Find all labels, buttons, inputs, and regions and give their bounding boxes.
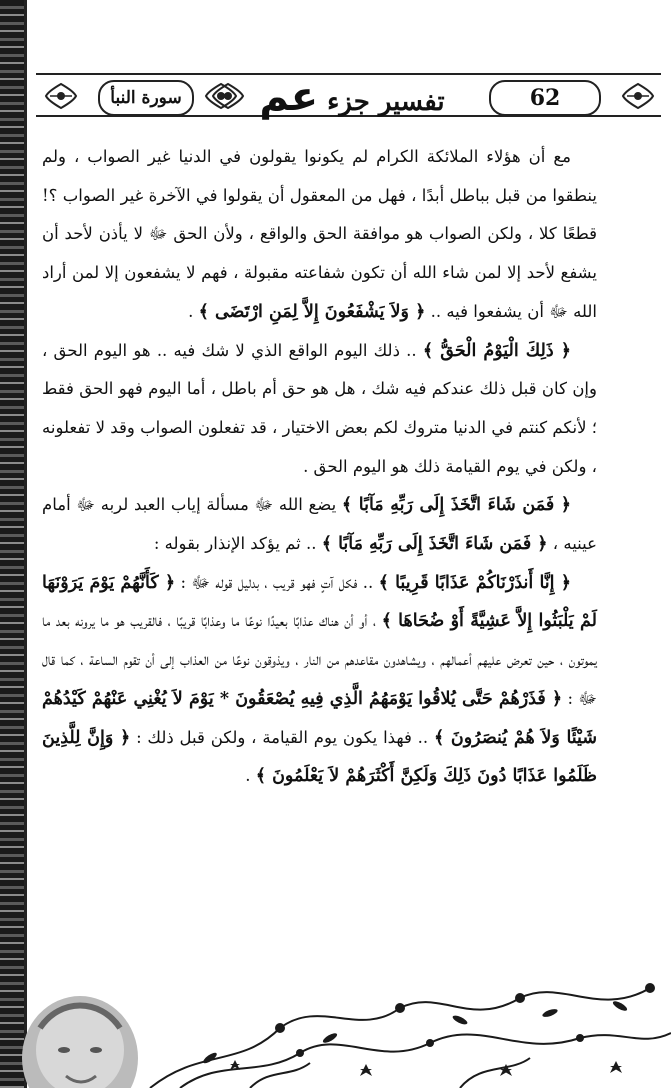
commentary-text: .. ذلك اليوم الواقع الذي لا شك فيه .. هو اليوم الحق ، وإن كان قبل ذلك عندكم فيه شك ، هل هو حق أم باطل ، أما اليوم فهو الحق فقط ؛ لأنكم كنتم في الدنيا متروك لكم بعض الاختيار ، قد تفعلون الصواب وقد لا تفعلونه ، ولكن في يوم القيامة ذلك هو اليوم الحق .	[42, 340, 597, 476]
floral-ornament-icon	[204, 82, 238, 110]
floral-ornament-icon	[44, 82, 78, 110]
commentary-text: مع أن هؤلاء الملائكة الكرام لم يكونوا يقولون في الدنيا غير الصواب ، ولم ينطقوا من قبل بباطل أبدًا ، فهل من المعقول أن يقولوا في الآخرة غير الصواب ؟! قطعًا كلا ، ولكن الصواب هو موافقة الحق والواقع ، ولأن الحق ﷻ لا يأذن لأحد أن يشفع لأحد إلا لمن شاء الله أن تكون شفاعته مقبولة ، فهم لا يشفعون إلا لمن أراد الله ﷻ أن يشفعوا فيه ..	[42, 147, 597, 321]
paragraph	[42, 564, 597, 796]
book-title	[252, 74, 452, 120]
quran-verse: ﴿ وَإِنَّ لِلَّذِينَ ظَلَمُوا عَذَابًا دُونَ ذَلِكَ وَلَكِنَّ أَكْثَرَهُمْ لاَ يَعْلَمُونَ ﴾	[42, 727, 597, 787]
quran-verse: ﴿ فَمَن شَاءَ اتَّخَذَ إِلَى رَبِّهِ مَآبًا ﴾	[341, 495, 571, 516]
page-header	[36, 60, 661, 120]
page-number: 62	[489, 80, 601, 116]
commentary-text: .	[245, 766, 256, 786]
portrait-image	[22, 996, 138, 1088]
quran-verse: ﴿ فَذَرْهُمْ حَتَّى يُلاقُوا يَوْمَهُمُ الَّذِي فِيهِ يُصْعَقُونَ * يَوْمَ لاَ يُغْنِي عَنْهُمْ كَيْدُهُمْ شَيْئًا وَلاَ هُمْ يُنصَرُونَ ﴾	[42, 688, 597, 748]
commentary-text: ، أو أن هناك عذابًا بعيدًا نوعًا ما وعذابًا قريبًا ، فالقريب هو ما يرونه بعد ما يموتون ، حين تعرض عليهم أعمالهم ، ويشاهدون مقاعدهم من النار ، ويذوقون نوعًا من العذاب إلى أن تقوم الساعة ، كما قال ﷻ :	[42, 611, 597, 708]
quran-verse: ﴿ كَأَنَّهُمْ يَوْمَ يَرَوْنَهَا لَمْ يَلْبَثُوا إِلاَّ عَشِيَّةً أَوْ ضُحَاهَا ﴾	[42, 572, 597, 632]
commentary-text: .. فهذا يكون يوم القيامة ، ولكن قبل ذلك :	[130, 727, 434, 747]
leaf-icon	[202, 999, 629, 1065]
quran-verse: ﴿ وَلاَ يَشْفَعُونَ إِلاَّ لِمَنِ ارْتَضَى ﴾	[198, 301, 426, 322]
commentary-text: يضع الله ﷻ مسألة إياب العبد لربه ﷻ أمام عينيه ،	[42, 495, 597, 554]
flower-vines	[150, 988, 671, 1088]
book-title-prefix: تفسير جزء	[327, 87, 445, 117]
quran-verse: ﴿ إِنَّا أَنذَرْنَاكُمْ عَذَابًا قَرِيبًا ﴾	[378, 572, 571, 593]
commentary-text: .. ثم يؤكد الإنذار بقوله :	[153, 534, 322, 554]
portrait-and-flowers-illustration	[0, 958, 671, 1088]
flower-icon	[230, 983, 655, 1076]
paragraph	[42, 332, 597, 487]
surah-name: سورة النبأ	[98, 80, 194, 116]
commentary-text: .. فكل آتٍ فهو قريب ، بدليل قوله ﷻ :	[175, 572, 379, 592]
quran-verse: ﴿ ذَلِكَ الْيَوْمُ الْحَقُّ ﴾	[422, 340, 572, 361]
book-title-word: عم	[259, 74, 319, 120]
paragraph	[42, 138, 597, 332]
page-border-line	[24, 0, 27, 1088]
page-border	[0, 0, 24, 1088]
tafsir-text	[42, 138, 597, 796]
commentary-text: .	[188, 301, 199, 321]
floral-ornament-icon	[621, 82, 655, 110]
paragraph	[42, 486, 597, 563]
quran-verse: ﴿ فَمَن شَاءَ اتَّخَذَ إِلَى رَبِّهِ مَآبًا ﴾	[321, 534, 548, 555]
